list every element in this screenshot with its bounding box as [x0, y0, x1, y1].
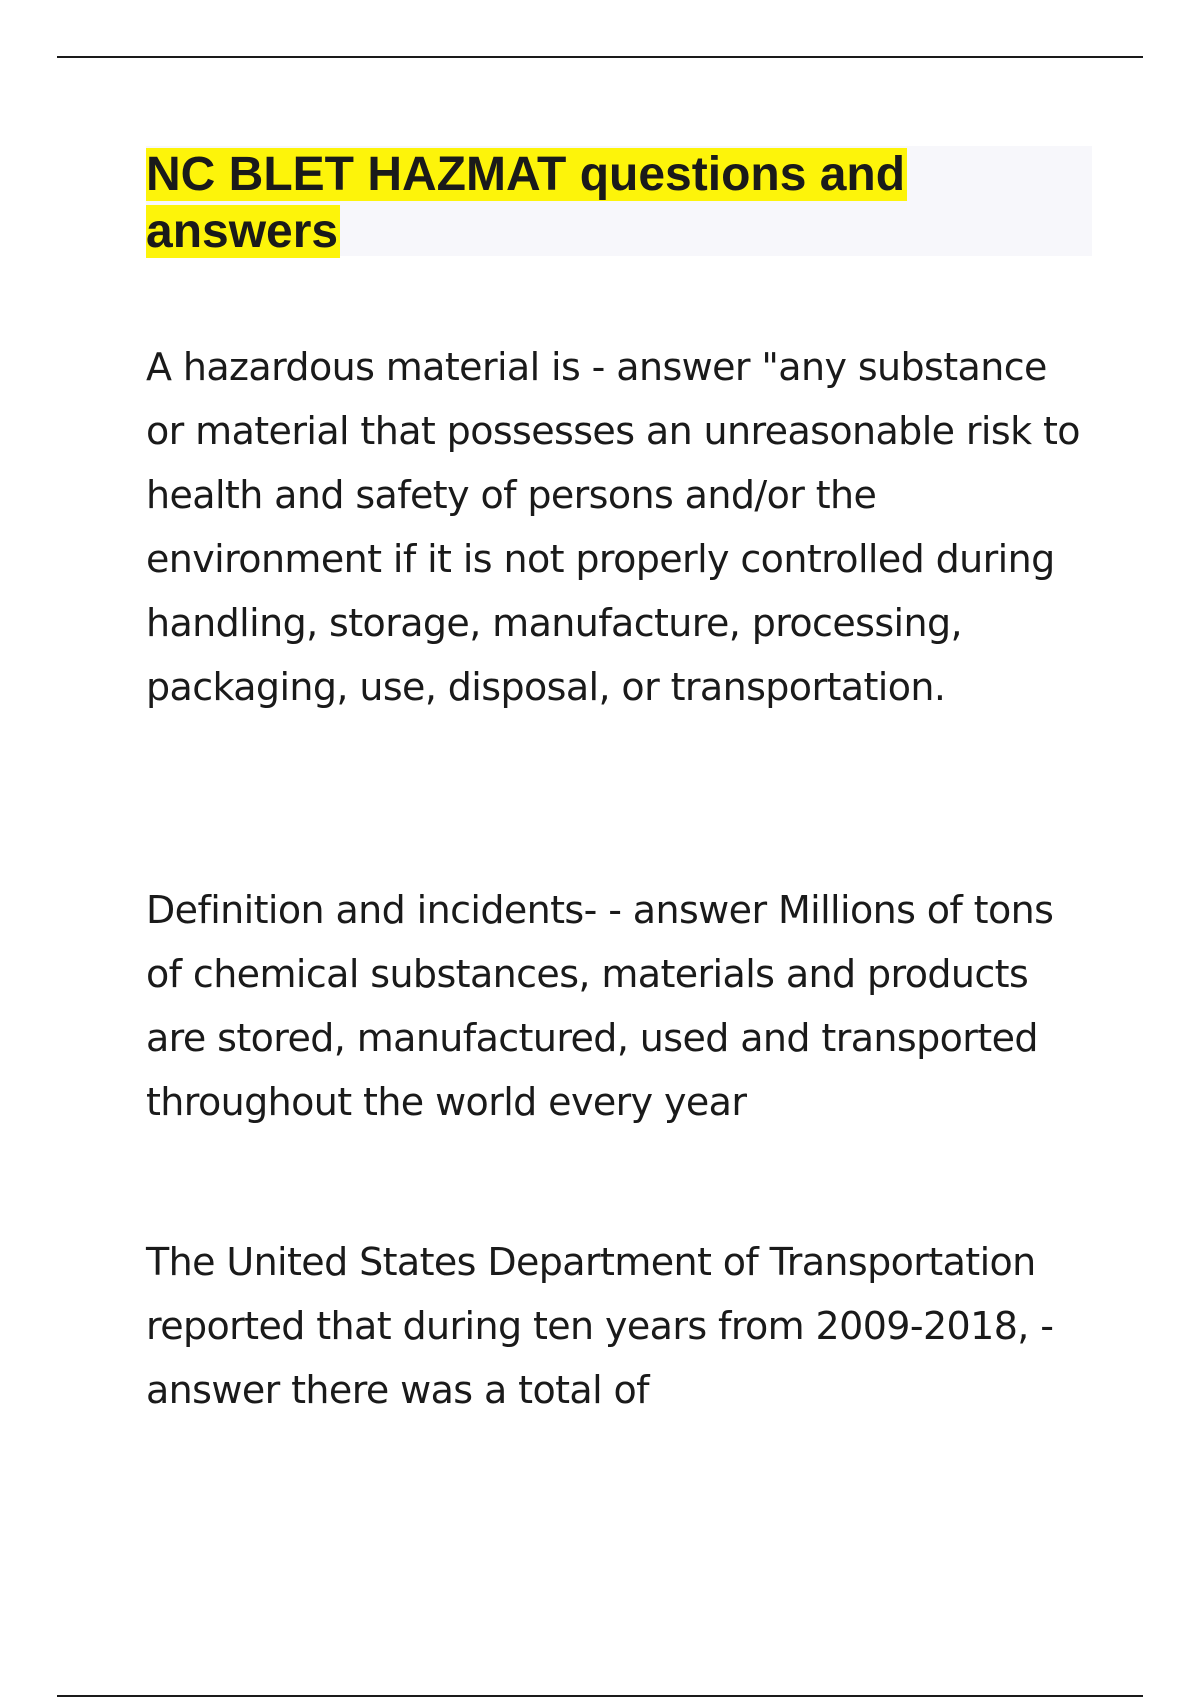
bottom-rule	[57, 1695, 1143, 1697]
title-block	[146, 146, 1092, 256]
title-highlight: NC BLET HAZMAT questions and answers	[146, 148, 906, 258]
qa-item-dot-report: The United States Department of Transportation reported that during ten years from 2009-2018, - answer there was a total of	[146, 1240, 1054, 1412]
document-title	[146, 146, 1092, 260]
qa-item-definition-incidents: Definition and incidents- - answer Millions of tons of chemical substances, materials and products are stored, manufactured, used and transported throughout the world every year	[146, 888, 1054, 1124]
qa-item-hazardous-material: A hazardous material is - answer "any substance or material that possesses an unreasonable risk to health and safety of persons and/or the environment if it is not properly controlled during handling, storage, manufacture, processing, packaging, use, disposal, or transportation.	[146, 345, 1080, 709]
top-rule	[57, 56, 1143, 58]
